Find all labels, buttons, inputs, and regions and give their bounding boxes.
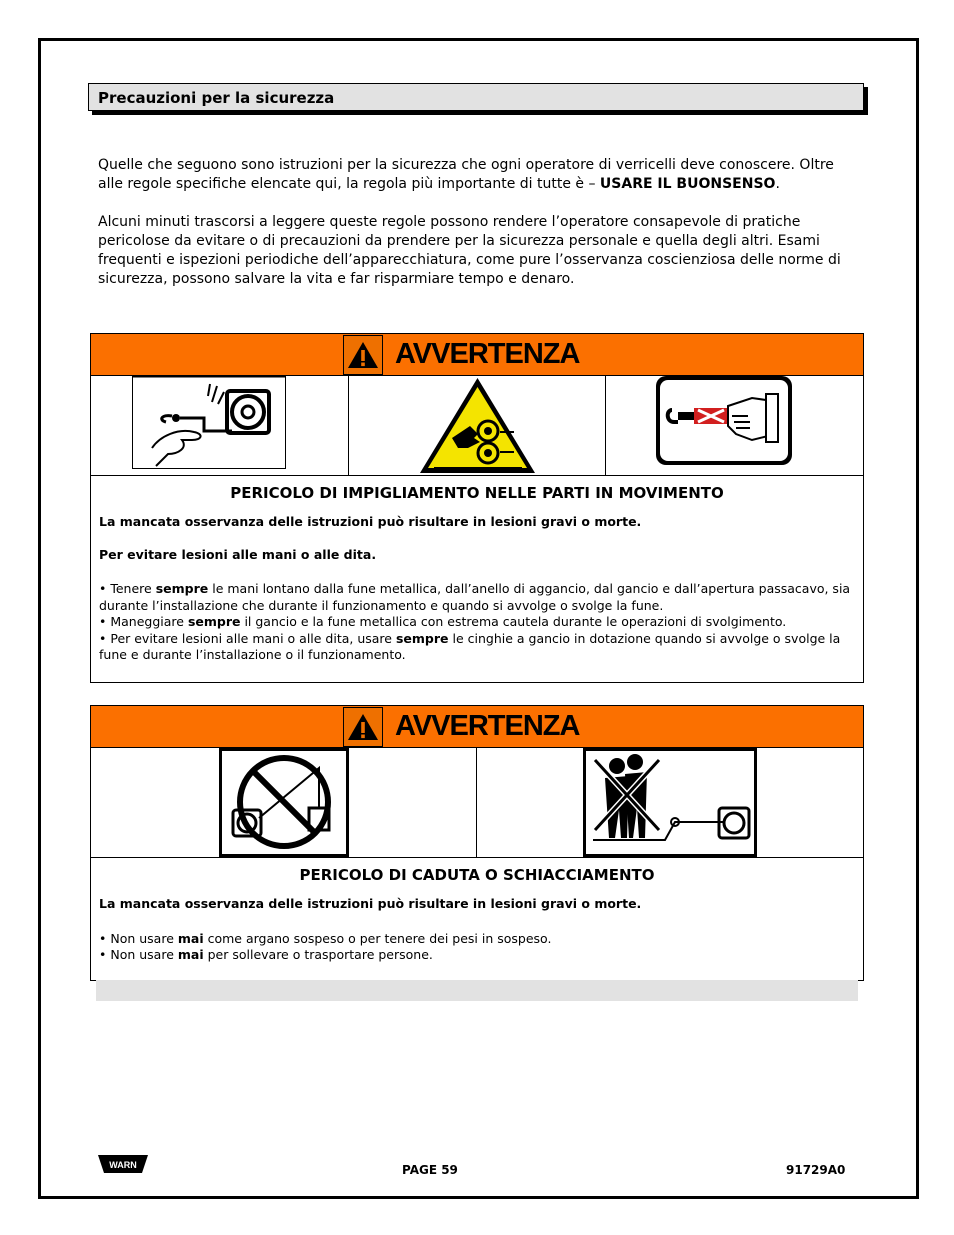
hand-near-winch-icon xyxy=(132,376,286,469)
bullet-text: • Non usare xyxy=(99,947,178,962)
pictogram-cell xyxy=(477,748,863,857)
bullet-item xyxy=(99,931,855,948)
bullet-bold: mai xyxy=(177,930,204,946)
bullet-text: le mani lontano dalla fune metallica, dall’anello di aggancio, dal gancio e dall’apertura passacavo, sia durante l’installazione che durante il funzionamento e quando si avvolge o svolge la fune. xyxy=(99,581,851,613)
logo-text: WARN xyxy=(109,1160,137,1170)
warning-triangle-icon xyxy=(343,707,383,747)
use-hook-strap-icon xyxy=(656,376,792,465)
consequence-line: La mancata osservanza delle istruzioni può risultare in lesioni gravi o morte. xyxy=(99,896,642,911)
bullet-text: • Maneggiare xyxy=(99,614,188,629)
consequence-line: La mancata osservanza delle istruzioni può risultare in lesioni gravi o morte. xyxy=(99,514,642,529)
bullet-text: come argano sospeso o per tenere dei pesi in sospeso. xyxy=(203,930,552,946)
warning-header xyxy=(91,706,863,748)
document-code: 91729A0 xyxy=(786,1163,846,1177)
pictogram-cell xyxy=(606,376,861,475)
hazard-title: PERICOLO DI CADUTA O SCHIACCIAMENTO xyxy=(299,866,655,884)
warn-logo xyxy=(98,1153,148,1179)
hazard-title: PERICOLO DI IMPIGLIAMENTO NELLE PARTI IN MOVIMENTO xyxy=(230,484,724,502)
intro-paragraph-1 xyxy=(98,156,858,194)
warning-text: AVVERTENZA xyxy=(395,710,580,742)
bullet-text: per sollevare o trasportare persone. xyxy=(203,947,433,962)
warning-box-fall-crush xyxy=(90,705,864,981)
entanglement-hazard-icon xyxy=(418,376,537,475)
warning-header xyxy=(91,334,863,376)
bullet-text: il gancio e la fune metallica con estrema cautela durante le operazioni di svolgimento. xyxy=(240,614,787,629)
intro-bold: USARE IL BUONSENSO xyxy=(599,176,776,192)
warning-body xyxy=(91,514,863,664)
pictogram-cell xyxy=(349,376,606,475)
bullet-bold: sempre xyxy=(395,630,449,646)
warning-label xyxy=(343,334,579,375)
bullet-text: • Tenere xyxy=(99,581,156,596)
warning-body xyxy=(91,896,863,964)
section-title-bar xyxy=(88,83,864,111)
bullet-bold: sempre xyxy=(155,581,209,596)
warning-pictograms xyxy=(91,748,863,858)
bullet-bold: mai xyxy=(177,947,204,962)
bullet-item xyxy=(99,631,855,664)
bullet-item xyxy=(99,581,855,614)
intro-paragraph-2: Alcuni minuti trascorsi a leggere queste regole possono rendere l’operatore consapevole di pratiche pericolose da evitare o di precauzioni da prendere per la sicurezza personale e quella degli altri. Esami frequenti e ispezioni periodiche dell’apparecchiatura, come pure l’osservanza coscienziosa delle norme di sicurezza, possono salvare la vita e far risparmiare tempo e denaro. xyxy=(98,214,841,287)
warning-box-entanglement xyxy=(90,333,864,683)
bullet-bold: sempre xyxy=(187,614,241,629)
bullet-text: le cinghie a gancio in dotazione quando si avvolge o svolge la fune e durante l’installazione o il funzionamento. xyxy=(99,630,841,662)
no-hoisting-icon xyxy=(219,748,349,857)
page-number: PAGE 59 xyxy=(402,1163,458,1177)
no-lifting-persons-icon xyxy=(583,748,757,857)
intro-end: . xyxy=(775,176,780,192)
bullet-text: • Non usare xyxy=(99,930,178,946)
warning-pictograms xyxy=(91,376,863,476)
warning-label xyxy=(343,706,579,747)
bullet-item xyxy=(99,614,855,631)
section-title: Precauzioni per la sicurezza xyxy=(98,89,335,107)
bullet-text: • Per evitare lesioni alle mani o alle dita, usare xyxy=(99,630,396,646)
intro-text: Quelle che seguono sono istruzioni per la sicurezza che ogni operatore di verricelli deve conoscere. Oltre alle regole specifiche elencate qui, la regola più importante di tutte è – xyxy=(98,157,834,192)
divider-band xyxy=(96,980,858,1001)
avoidance-line: Per evitare lesioni alle mani o alle dita. xyxy=(99,546,377,562)
pictogram-cell xyxy=(91,748,477,857)
warning-triangle-icon xyxy=(343,335,383,375)
pictogram-cell xyxy=(91,376,349,475)
bullet-item xyxy=(99,947,855,964)
warning-text: AVVERTENZA xyxy=(395,338,580,370)
